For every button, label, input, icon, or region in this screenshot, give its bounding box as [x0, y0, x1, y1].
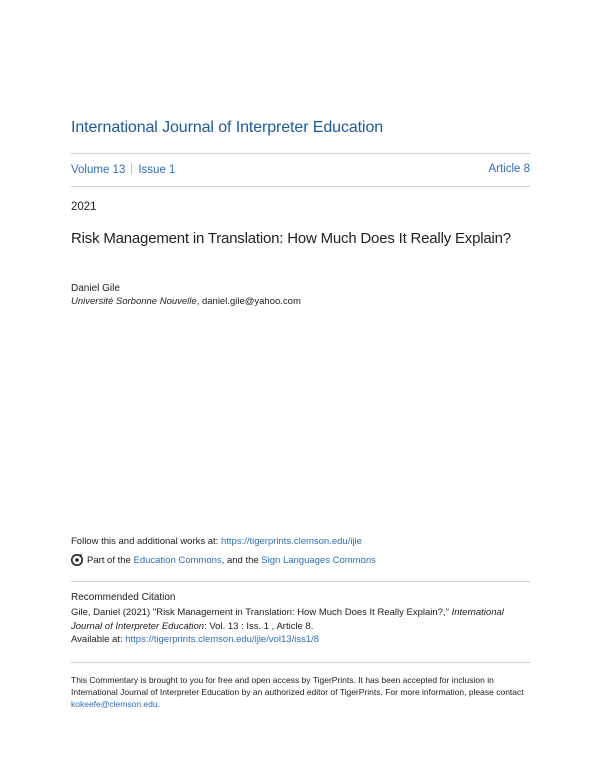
footer-notice: [71, 674, 530, 710]
divider-footer: [71, 662, 530, 663]
available-url-link[interactable]: https://tigerprints.clemson.edu/ijie/vol13/iss1/8: [125, 634, 320, 645]
publication-year: 2021: [71, 201, 97, 213]
part-of-prefix: Part of the: [87, 554, 131, 566]
citation-text: [71, 606, 530, 647]
contact-email-link[interactable]: kokeefe@clemson.edu: [71, 699, 158, 709]
issue-link[interactable]: Issue 1: [138, 164, 176, 176]
volume-link[interactable]: Volume 13: [71, 164, 126, 176]
issue-separator: [131, 163, 132, 174]
available-prefix: Available at:: [71, 634, 126, 645]
citation-part2: : Vol. 13 : Iss. 1 , Article 8.: [204, 620, 314, 632]
divider-top: [71, 153, 530, 154]
education-commons-link[interactable]: Education Commons: [133, 554, 222, 566]
follow-url-link[interactable]: https://tigerprints.clemson.edu/ijie: [220, 536, 362, 547]
part-of-line: [71, 554, 376, 566]
follow-prefix: Follow this and additional works at:: [71, 536, 221, 547]
footer-text: This Commentary is brought to you for free and open access by TigerPrints. It has been accepted for inclusion in International Journal of Interpreter Education by an authorized editor of TigerPrints. For more information, please contact: [71, 675, 524, 697]
article-link[interactable]: Article 8: [488, 163, 530, 175]
citation-part1: Gile, Daniel (2021) "Risk Management in Translation: How Much Does It Really Explain?,": [71, 607, 452, 618]
author-email: , daniel.gile@yahoo.com: [196, 296, 301, 307]
sign-languages-commons-link[interactable]: Sign Languages Commons: [261, 554, 376, 566]
follow-line: [71, 536, 362, 547]
divider-citation: [71, 581, 530, 582]
citation-journal: International Journal of Interpreter Education: [71, 607, 504, 632]
issue-row: [71, 163, 530, 176]
recommended-citation-heading: Recommended Citation: [71, 592, 176, 603]
journal-title-link[interactable]: International Journal of Interpreter Education: [71, 119, 384, 136]
divider-issue: [71, 186, 530, 187]
part-of-middle: , and the: [221, 554, 259, 566]
footer-end: .: [157, 699, 160, 709]
author-name: Daniel Gile: [71, 283, 120, 294]
open-access-icon: [71, 554, 83, 566]
affiliation-name: Université Sorbonne Nouvelle: [71, 296, 197, 307]
paper-title: Risk Management in Translation: How Much Does It Really Explain?: [71, 230, 511, 247]
author-affiliation: [71, 296, 301, 307]
